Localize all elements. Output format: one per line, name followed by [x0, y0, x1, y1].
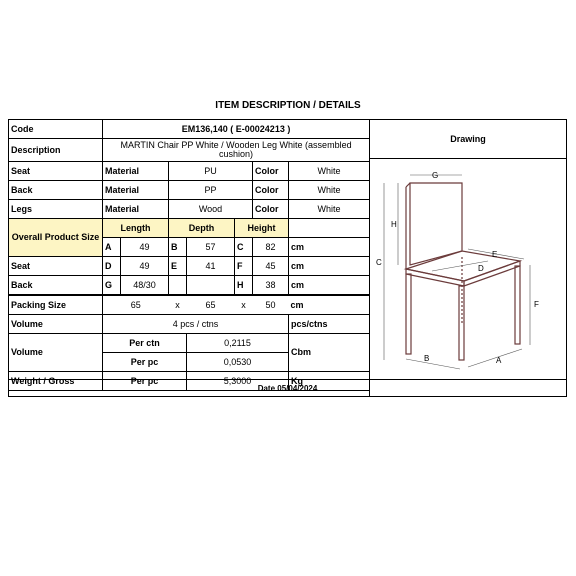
leg-front-left — [406, 274, 411, 354]
dim-a-label: A — [103, 238, 121, 257]
dim-c-value: 82 — [253, 238, 289, 257]
per-ctn-value: 0,2115 — [187, 334, 289, 353]
dim-a-value: 49 — [121, 238, 169, 257]
seat-side-edge — [464, 261, 520, 286]
label-a: A — [496, 356, 502, 365]
packing-length: 65 — [103, 295, 169, 315]
back-color-label: Color — [253, 181, 289, 200]
per-ctn-label: Per ctn — [103, 334, 187, 353]
packing-height: 50 — [253, 295, 289, 315]
back-material-part: Back — [9, 181, 103, 200]
dim-g-value: 48/30 — [121, 276, 169, 296]
seat-front-edge — [406, 269, 464, 286]
dim-g-label: G — [103, 276, 121, 296]
code-label: Code — [9, 120, 103, 139]
legs-color-value: White — [289, 200, 370, 219]
date-footer: Date 05/04/2024 — [8, 379, 567, 397]
dim-f-value: 45 — [253, 257, 289, 276]
back-material-value: PP — [169, 181, 253, 200]
chair-drawing — [372, 165, 562, 370]
weight-unit: Kg — [289, 372, 370, 391]
legs-material-label: Material — [103, 200, 169, 219]
dim-e-label: E — [169, 257, 187, 276]
backrest-corner — [406, 183, 410, 187]
packing-x1: x — [169, 295, 187, 315]
seat-material-label: Material — [103, 162, 169, 181]
blank-cell — [169, 276, 187, 296]
weight-value: 5,3000 — [187, 372, 289, 391]
dim-h-label: H — [235, 276, 253, 296]
back-color-value: White — [289, 181, 370, 200]
seat-dim-label: Seat — [9, 257, 103, 276]
seat-material-value: PU — [169, 162, 253, 181]
dim-line-a — [468, 349, 522, 367]
leg-back-right — [515, 266, 520, 344]
back-dim-label: Back — [9, 276, 103, 296]
label-e: E — [492, 250, 498, 259]
volume-pcs-value: 4 pcs / ctns — [103, 315, 289, 334]
dim-b-value: 57 — [187, 238, 235, 257]
weight-label: Weight / Gross — [9, 372, 103, 391]
per-pc-value: 0,0530 — [187, 353, 289, 372]
back-unit: cm — [289, 276, 370, 296]
back-material-label: Material — [103, 181, 169, 200]
overall-unit: cm — [289, 238, 370, 257]
drawing-title: Drawing — [450, 134, 486, 144]
label-c: C — [376, 258, 382, 267]
volume-pcs-label: Volume — [9, 315, 103, 334]
packing-label: Packing Size — [9, 295, 103, 315]
legs-color-label: Color — [253, 200, 289, 219]
dim-b-label: B — [169, 238, 187, 257]
legs-material-value: Wood — [169, 200, 253, 219]
height-header: Height — [235, 219, 289, 238]
drawing-divider — [369, 158, 567, 159]
backrest-shape — [410, 183, 462, 265]
description-label: Description — [9, 139, 103, 162]
weight-per-pc-label: Per pc — [103, 372, 187, 391]
seat-color-value: White — [289, 162, 370, 181]
seat-unit: cm — [289, 257, 370, 276]
volume-cbm-unit: Cbm — [289, 334, 370, 372]
blank-cell — [187, 276, 235, 296]
label-g: G — [432, 171, 439, 180]
overall-size-header: Overall Product Size — [9, 219, 103, 257]
code-value: EM136,140 ( E-00024213 ) — [103, 120, 370, 139]
description-value: MARTIN Chair PP White / Wooden Leg White (assembled cushion) — [103, 139, 370, 162]
dim-line-b — [406, 359, 460, 369]
seat-color-label: Color — [253, 162, 289, 181]
length-header: Length — [103, 219, 169, 238]
seat-material-part: Seat — [9, 162, 103, 181]
depth-header: Depth — [169, 219, 235, 238]
dim-h-value: 38 — [253, 276, 289, 296]
packing-width: 65 — [187, 295, 235, 315]
packing-unit: cm — [289, 295, 370, 315]
dim-c-label: C — [235, 238, 253, 257]
volume-pcs-unit: pcs/ctns — [289, 315, 370, 334]
dim-e-value: 41 — [187, 257, 235, 276]
label-f: F — [534, 300, 539, 309]
label-d: D — [478, 264, 484, 273]
legs-material-part: Legs — [9, 200, 103, 219]
dim-f-label: F — [235, 257, 253, 276]
chair-outline — [406, 183, 520, 360]
volume-cbm-label: Volume — [9, 334, 103, 372]
per-pc-label: Per pc — [103, 353, 187, 372]
packing-x2: x — [235, 295, 253, 315]
dim-d-label: D — [103, 257, 121, 276]
dim-d-value: 49 — [121, 257, 169, 276]
label-h: H — [391, 220, 397, 229]
label-b: B — [424, 354, 430, 363]
spec-table — [8, 119, 370, 391]
page-title: ITEM DESCRIPTION / DETAILS — [215, 100, 361, 111]
blank-cell — [289, 219, 370, 238]
